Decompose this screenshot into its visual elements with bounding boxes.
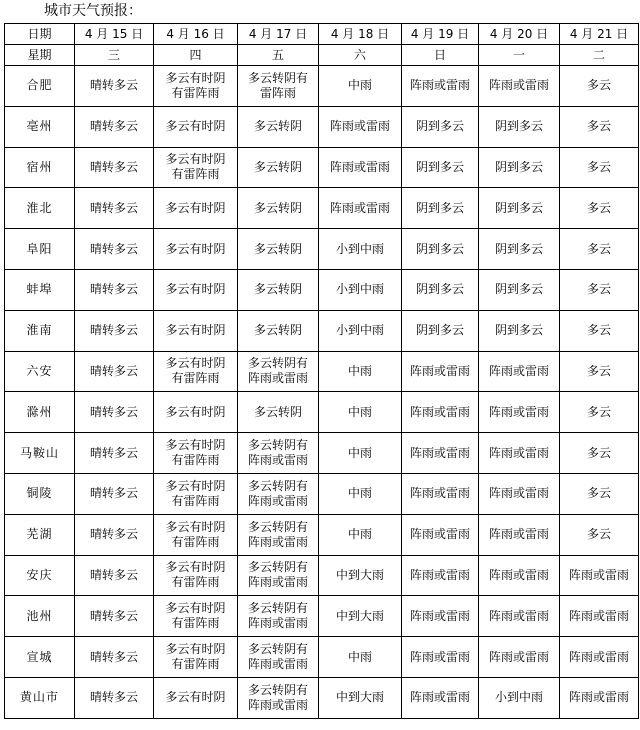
- city-cell: 芜湖: [5, 514, 75, 555]
- forecast-text: 多云转阴有: [247, 70, 308, 85]
- table-row: [5, 106, 639, 147]
- forecast-cell: [238, 351, 319, 392]
- forecast-cell: [560, 433, 639, 474]
- forecast-text: 晴转多云: [89, 567, 138, 582]
- forecast-cell: [319, 514, 402, 555]
- forecast-text: 阵雨或雷雨: [409, 608, 470, 623]
- forecast-text: 中雨: [347, 445, 372, 460]
- forecast-text: 多云转阴: [253, 241, 302, 256]
- forecast-text: 阵雨或雷雨: [409, 567, 470, 582]
- table-row: [5, 147, 639, 188]
- forecast-cell: [154, 433, 238, 474]
- forecast-text: 多云: [586, 159, 611, 174]
- forecast-text: 多云有时阴: [165, 356, 226, 371]
- forecast-text: 多云: [586, 486, 611, 501]
- forecast-text: 有雷阵雨: [171, 493, 220, 508]
- forecast-text: 有雷阵雨: [171, 657, 220, 672]
- city-cell: 六安: [5, 351, 75, 392]
- forecast-text: 晴转多云: [89, 78, 138, 93]
- weekday-cell: 四: [154, 45, 238, 66]
- date-cell: 4 月 15 日: [75, 24, 154, 45]
- forecast-cell: [402, 433, 479, 474]
- forecast-cell: [479, 310, 560, 351]
- forecast-cell: [560, 310, 639, 351]
- weekday-cell: 日: [402, 45, 479, 66]
- forecast-cell: [75, 351, 154, 392]
- forecast-text: 中雨: [347, 486, 372, 501]
- table-row: [5, 433, 639, 474]
- forecast-text: 晴转多云: [89, 527, 138, 542]
- forecast-cell: [319, 351, 402, 392]
- forecast-cell: [75, 66, 154, 107]
- forecast-text: 中雨: [347, 404, 372, 419]
- forecast-text: 多云有时阴: [165, 404, 226, 419]
- forecast-text: 阴到多云: [415, 282, 464, 297]
- forecast-text: 多云: [586, 323, 611, 338]
- forecast-cell: [560, 514, 639, 555]
- forecast-text: 多云有时阴: [165, 438, 226, 453]
- weekday-label-cell: 星期: [5, 45, 75, 66]
- forecast-text: 阵雨或雷雨: [568, 567, 629, 582]
- forecast-text: 阴到多云: [494, 200, 543, 215]
- forecast-cell: [560, 473, 639, 514]
- forecast-text: 多云有时阴: [165, 601, 226, 616]
- forecast-text: 晴转多云: [89, 690, 138, 705]
- forecast-text: 多云: [586, 404, 611, 419]
- forecast-text: 多云: [586, 363, 611, 378]
- forecast-cell: [402, 596, 479, 637]
- forecast-cell: [154, 351, 238, 392]
- city-cell: 马鞍山: [5, 433, 75, 474]
- forecast-cell: [154, 596, 238, 637]
- forecast-cell: [75, 637, 154, 678]
- forecast-cell: [75, 269, 154, 310]
- forecast-text: 小到中雨: [335, 241, 384, 256]
- forecast-cell: [154, 310, 238, 351]
- table-row: [5, 351, 639, 392]
- forecast-cell: [154, 555, 238, 596]
- forecast-cell: [560, 106, 639, 147]
- forecast-text: 多云转阴有: [247, 356, 308, 371]
- forecast-text: 阵雨或雷雨: [488, 445, 549, 460]
- forecast-text: 多云转阴有: [247, 642, 308, 657]
- city-cell: 淮北: [5, 188, 75, 229]
- city-cell: 池州: [5, 596, 75, 637]
- forecast-cell: [75, 392, 154, 433]
- forecast-cell: [238, 433, 319, 474]
- forecast-cell: [402, 229, 479, 270]
- forecast-text: 有雷阵雨: [171, 85, 220, 100]
- forecast-text: 晴转多云: [89, 323, 138, 338]
- forecast-text: 有雷阵雨: [171, 453, 220, 468]
- forecast-text: 阵雨或雷雨: [409, 649, 470, 664]
- forecast-cell: [319, 473, 402, 514]
- forecast-text: 多云有时阴: [165, 560, 226, 575]
- forecast-cell: [319, 555, 402, 596]
- forecast-text: 阵雨或雷雨: [247, 697, 308, 712]
- forecast-cell: [479, 66, 560, 107]
- forecast-cell: [319, 310, 402, 351]
- forecast-text: 多云有时阴: [165, 70, 226, 85]
- forecast-cell: [319, 66, 402, 107]
- forecast-text: 多云转阴: [253, 119, 302, 134]
- forecast-text: 阴到多云: [415, 200, 464, 215]
- forecast-cell: [319, 106, 402, 147]
- weekday-cell: 一: [479, 45, 560, 66]
- forecast-text: 多云转阴有: [247, 560, 308, 575]
- forecast-cell: [402, 637, 479, 678]
- forecast-cell: [75, 677, 154, 718]
- city-cell: 阜阳: [5, 229, 75, 270]
- forecast-cell: [479, 677, 560, 718]
- forecast-text: 阴到多云: [415, 119, 464, 134]
- city-cell: 滁州: [5, 392, 75, 433]
- forecast-cell: [75, 188, 154, 229]
- forecast-cell: [319, 188, 402, 229]
- forecast-text: 阵雨或雷雨: [568, 649, 629, 664]
- forecast-text: 阵雨或雷雨: [247, 616, 308, 631]
- date-cell: 4 月 21 日: [560, 24, 639, 45]
- forecast-text: 阵雨或雷雨: [247, 493, 308, 508]
- forecast-cell: [238, 66, 319, 107]
- forecast-cell: [154, 269, 238, 310]
- forecast-text: 有雷阵雨: [171, 371, 220, 386]
- forecast-text: 阵雨或雷雨: [488, 527, 549, 542]
- forecast-cell: [238, 637, 319, 678]
- forecast-text: 多云转阴: [253, 282, 302, 297]
- forecast-cell: [75, 473, 154, 514]
- forecast-cell: [238, 269, 319, 310]
- table-row: [5, 596, 639, 637]
- forecast-text: 阵雨或雷雨: [329, 119, 390, 134]
- forecast-cell: [154, 188, 238, 229]
- forecast-text: 阴到多云: [494, 282, 543, 297]
- city-cell: 铜陵: [5, 473, 75, 514]
- forecast-text: 中雨: [347, 363, 372, 378]
- forecast-text: 多云: [586, 241, 611, 256]
- forecast-text: 阴到多云: [415, 159, 464, 174]
- forecast-cell: [560, 351, 639, 392]
- forecast-cell: [402, 310, 479, 351]
- forecast-text: 阵雨或雷雨: [488, 649, 549, 664]
- forecast-cell: [238, 229, 319, 270]
- forecast-text: 阵雨或雷雨: [409, 78, 470, 93]
- forecast-text: 阵雨或雷雨: [488, 404, 549, 419]
- forecast-cell: [479, 596, 560, 637]
- table-row: [5, 229, 639, 270]
- forecast-cell: [238, 473, 319, 514]
- forecast-text: 阵雨或雷雨: [247, 371, 308, 386]
- forecast-cell: [402, 66, 479, 107]
- forecast-cell: [560, 637, 639, 678]
- weekday-cell: 五: [238, 45, 319, 66]
- forecast-text: 有雷阵雨: [171, 616, 220, 631]
- forecast-text: 阵雨或雷雨: [247, 453, 308, 468]
- weekday-cell: 三: [75, 45, 154, 66]
- forecast-text: 中到大雨: [335, 690, 384, 705]
- city-cell: 淮南: [5, 310, 75, 351]
- date-header-row: [5, 24, 639, 45]
- forecast-text: 多云有时阴: [165, 642, 226, 657]
- forecast-text: 阵雨或雷雨: [488, 567, 549, 582]
- forecast-cell: [560, 188, 639, 229]
- forecast-text: 多云: [586, 119, 611, 134]
- forecast-cell: [402, 269, 479, 310]
- forecast-text: 阵雨或雷雨: [409, 445, 470, 460]
- forecast-text: 多云有时阴: [165, 519, 226, 534]
- forecast-cell: [479, 106, 560, 147]
- forecast-text: 晴转多云: [89, 445, 138, 460]
- forecast-text: 多云: [586, 200, 611, 215]
- forecast-cell: [560, 555, 639, 596]
- city-cell: 亳州: [5, 106, 75, 147]
- forecast-text: 多云转阴有: [247, 519, 308, 534]
- forecast-text: 阵雨或雷雨: [488, 363, 549, 378]
- forecast-text: 多云转阴有: [247, 601, 308, 616]
- forecast-text: 中到大雨: [335, 567, 384, 582]
- forecast-text: 中到大雨: [335, 608, 384, 623]
- city-cell: 宣城: [5, 637, 75, 678]
- forecast-cell: [560, 229, 639, 270]
- forecast-cell: [479, 188, 560, 229]
- forecast-cell: [238, 555, 319, 596]
- forecast-cell: [560, 269, 639, 310]
- forecast-text: 多云有时阴: [165, 152, 226, 167]
- table-row: [5, 269, 639, 310]
- forecast-text: 中雨: [347, 649, 372, 664]
- forecast-cell: [75, 555, 154, 596]
- forecast-text: 阵雨或雷雨: [488, 78, 549, 93]
- forecast-cell: [479, 514, 560, 555]
- forecast-text: 有雷阵雨: [171, 167, 220, 182]
- forecast-cell: [560, 66, 639, 107]
- forecast-cell: [238, 106, 319, 147]
- forecast-cell: [560, 392, 639, 433]
- forecast-cell: [319, 596, 402, 637]
- forecast-text: 多云转阴有: [247, 478, 308, 493]
- date-cell: 4 月 20 日: [479, 24, 560, 45]
- forecast-cell: [479, 229, 560, 270]
- forecast-text: 中雨: [347, 78, 372, 93]
- forecast-cell: [319, 269, 402, 310]
- forecast-cell: [75, 433, 154, 474]
- forecast-text: 晴转多云: [89, 608, 138, 623]
- forecast-cell: [402, 351, 479, 392]
- forecast-cell: [560, 147, 639, 188]
- table-row: [5, 392, 639, 433]
- forecast-cell: [319, 147, 402, 188]
- table-row: [5, 66, 639, 107]
- city-cell: 蚌埠: [5, 269, 75, 310]
- forecast-cell: [75, 596, 154, 637]
- forecast-text: 阵雨或雷雨: [568, 608, 629, 623]
- date-label-cell: 日期: [5, 24, 75, 45]
- forecast-cell: [479, 473, 560, 514]
- forecast-text: 阵雨或雷雨: [409, 527, 470, 542]
- page-caption: 城市天气预报：: [44, 3, 142, 19]
- forecast-text: 阵雨或雷雨: [329, 159, 390, 174]
- forecast-cell: [479, 555, 560, 596]
- city-cell: 黄山市: [5, 677, 75, 718]
- forecast-text: 阵雨或雷雨: [409, 404, 470, 419]
- forecast-cell: [238, 514, 319, 555]
- forecast-cell: [154, 473, 238, 514]
- forecast-cell: [479, 269, 560, 310]
- weekday-header-row: [5, 45, 639, 66]
- forecast-cell: [154, 147, 238, 188]
- city-cell: 宿州: [5, 147, 75, 188]
- forecast-cell: [479, 433, 560, 474]
- forecast-cell: [479, 392, 560, 433]
- forecast-cell: [154, 677, 238, 718]
- forecast-text: 阵雨或雷雨: [247, 575, 308, 590]
- table-row: [5, 514, 639, 555]
- forecast-text: 中雨: [347, 527, 372, 542]
- forecast-cell: [75, 514, 154, 555]
- forecast-cell: [479, 351, 560, 392]
- forecast-text: 多云转阴: [253, 404, 302, 419]
- forecast-text: 晴转多云: [89, 363, 138, 378]
- date-cell: 4 月 16 日: [154, 24, 238, 45]
- weekday-cell: 六: [319, 45, 402, 66]
- forecast-text: 阵雨或雷雨: [488, 486, 549, 501]
- forecast-cell: [319, 677, 402, 718]
- forecast-text: 阴到多云: [494, 323, 543, 338]
- forecast-text: 阵雨或雷雨: [409, 690, 470, 705]
- city-cell: 安庆: [5, 555, 75, 596]
- forecast-cell: [238, 310, 319, 351]
- forecast-cell: [154, 66, 238, 107]
- forecast-text: 晴转多云: [89, 119, 138, 134]
- forecast-cell: [154, 514, 238, 555]
- forecast-text: 阴到多云: [494, 241, 543, 256]
- forecast-cell: [479, 147, 560, 188]
- forecast-text: 阵雨或雷雨: [247, 657, 308, 672]
- forecast-text: 小到中雨: [335, 282, 384, 297]
- forecast-table: [4, 23, 639, 719]
- forecast-cell: [319, 433, 402, 474]
- forecast-text: 晴转多云: [89, 159, 138, 174]
- forecast-text: 阵雨或雷雨: [488, 608, 549, 623]
- forecast-text: 小到中雨: [335, 323, 384, 338]
- forecast-text: 阴到多云: [494, 119, 543, 134]
- date-cell: 4 月 19 日: [402, 24, 479, 45]
- forecast-cell: [238, 596, 319, 637]
- forecast-text: 晴转多云: [89, 649, 138, 664]
- forecast-text: 晴转多云: [89, 486, 138, 501]
- forecast-text: 晴转多云: [89, 200, 138, 215]
- date-cell: 4 月 17 日: [238, 24, 319, 45]
- forecast-cell: [238, 147, 319, 188]
- forecast-cell: [402, 473, 479, 514]
- forecast-text: 有雷阵雨: [171, 534, 220, 549]
- forecast-cell: [402, 555, 479, 596]
- forecast-text: 多云转阴: [253, 159, 302, 174]
- forecast-cell: [402, 188, 479, 229]
- forecast-cell: [154, 392, 238, 433]
- table-row: [5, 555, 639, 596]
- forecast-cell: [319, 392, 402, 433]
- table-row: [5, 637, 639, 678]
- forecast-cell: [154, 229, 238, 270]
- forecast-text: 阴到多云: [415, 323, 464, 338]
- forecast-table-body: [5, 24, 639, 719]
- city-cell: 合肥: [5, 66, 75, 107]
- forecast-cell: [402, 106, 479, 147]
- forecast-text: 多云转阴有: [247, 438, 308, 453]
- forecast-text: 阵雨或雷雨: [247, 534, 308, 549]
- forecast-text: 阴到多云: [494, 159, 543, 174]
- forecast-cell: [238, 188, 319, 229]
- forecast-cell: [319, 637, 402, 678]
- forecast-text: 晴转多云: [89, 241, 138, 256]
- forecast-text: 多云转阴: [253, 323, 302, 338]
- forecast-cell: [75, 106, 154, 147]
- forecast-cell: [238, 392, 319, 433]
- forecast-cell: [560, 596, 639, 637]
- forecast-text: 多云有时阴: [165, 690, 226, 705]
- forecast-text: 晴转多云: [89, 404, 138, 419]
- forecast-text: 阵雨或雷雨: [409, 486, 470, 501]
- forecast-cell: [402, 514, 479, 555]
- weekday-cell: 二: [560, 45, 639, 66]
- forecast-text: 多云有时阴: [165, 282, 226, 297]
- forecast-text: 多云有时阴: [165, 241, 226, 256]
- forecast-cell: [75, 229, 154, 270]
- forecast-cell: [154, 637, 238, 678]
- forecast-text: 多云有时阴: [165, 478, 226, 493]
- forecast-text: 多云有时阴: [165, 119, 226, 134]
- forecast-text: 多云: [586, 445, 611, 460]
- forecast-text: 多云: [586, 527, 611, 542]
- table-row: [5, 473, 639, 514]
- forecast-text: 有雷阵雨: [171, 575, 220, 590]
- forecast-text: 多云有时阴: [165, 323, 226, 338]
- forecast-text: 雷阵雨: [259, 85, 296, 100]
- forecast-text: 阵雨或雷雨: [568, 690, 629, 705]
- forecast-text: 多云转阴: [253, 200, 302, 215]
- forecast-cell: [479, 637, 560, 678]
- forecast-text: 阵雨或雷雨: [329, 200, 390, 215]
- forecast-text: 小到中雨: [494, 690, 543, 705]
- forecast-text: 阵雨或雷雨: [409, 363, 470, 378]
- forecast-cell: [319, 229, 402, 270]
- table-row: [5, 677, 639, 718]
- forecast-cell: [238, 677, 319, 718]
- forecast-cell: [402, 677, 479, 718]
- forecast-text: 多云转阴有: [247, 682, 308, 697]
- forecast-text: 多云有时阴: [165, 200, 226, 215]
- forecast-text: 阴到多云: [415, 241, 464, 256]
- table-row: [5, 188, 639, 229]
- forecast-cell: [560, 677, 639, 718]
- forecast-cell: [154, 106, 238, 147]
- forecast-cell: [75, 147, 154, 188]
- forecast-text: 晴转多云: [89, 282, 138, 297]
- forecast-cell: [75, 310, 154, 351]
- forecast-cell: [402, 147, 479, 188]
- forecast-cell: [402, 392, 479, 433]
- forecast-text: 多云: [586, 78, 611, 93]
- table-row: [5, 310, 639, 351]
- forecast-text: 多云: [586, 282, 611, 297]
- date-cell: 4 月 18 日: [319, 24, 402, 45]
